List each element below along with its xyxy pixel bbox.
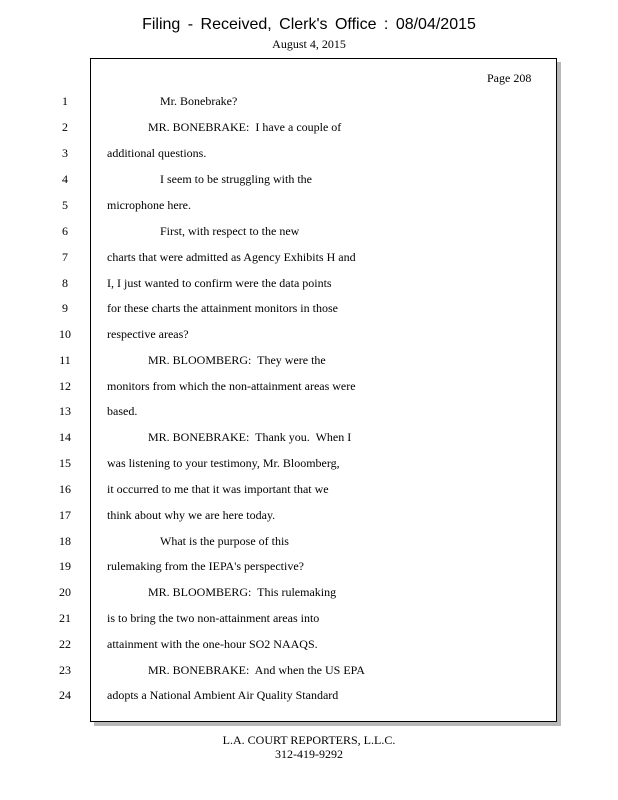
transcript-line: [0, 456, 618, 476]
reporter-phone: 312-419-9292: [275, 747, 343, 761]
transcript-line: [0, 482, 618, 502]
line-number: 14: [59, 430, 71, 444]
line-text: additional questions.: [107, 146, 207, 160]
line-number: 7: [62, 250, 68, 264]
line-text: What is the purpose of this: [160, 534, 289, 548]
transcript-line: [0, 250, 618, 270]
line-number: 22: [59, 637, 71, 651]
transcript-line: [0, 224, 618, 244]
line-number: 9: [62, 301, 68, 315]
line-text: monitors from which the non-attainment areas were: [107, 379, 356, 393]
transcript-line: [0, 146, 618, 166]
transcript-line: [0, 585, 618, 605]
line-number: 21: [59, 611, 71, 625]
transcript-line: [0, 301, 618, 321]
transcript-line: [0, 611, 618, 631]
line-text: think about why we are here today.: [107, 508, 276, 522]
line-text: Mr. Bonebrake?: [160, 94, 238, 108]
line-text: adopts a National Ambient Air Quality Standard: [107, 688, 339, 702]
line-number: 5: [62, 198, 68, 212]
line-text: MR. BONEBRAKE: I have a couple of: [148, 120, 342, 134]
line-number: 15: [59, 456, 71, 470]
line-number: 1: [62, 94, 68, 108]
line-number: 2: [62, 120, 68, 134]
line-text: respective areas?: [107, 327, 189, 341]
transcript-line: [0, 327, 618, 347]
line-text: it occurred to me that it was important that we: [107, 482, 329, 496]
line-text: MR. BONEBRAKE: And when the US EPA: [148, 663, 365, 677]
reporter-company: L.A. COURT REPORTERS, L.L.C.: [222, 733, 396, 747]
line-text: microphone here.: [107, 198, 191, 212]
line-number: 4: [62, 172, 68, 186]
transcript-line: [0, 379, 618, 399]
transcript-line: [0, 430, 618, 450]
line-number: 12: [59, 379, 71, 393]
line-text: MR. BLOOMBERG: They were the: [148, 353, 326, 367]
transcript-line: [0, 663, 618, 683]
line-number: 24: [59, 688, 71, 702]
transcript-line: [0, 276, 618, 296]
line-number: 17: [59, 508, 71, 522]
transcript-line: [0, 688, 618, 708]
line-text: MR. BONEBRAKE: Thank you. When I: [148, 430, 352, 444]
page-number: Page 208: [487, 71, 532, 85]
line-number: 13: [59, 404, 71, 418]
line-number: 10: [59, 327, 71, 341]
line-number: 3: [62, 146, 68, 160]
line-text: charts that were admitted as Agency Exhibits H and: [107, 250, 356, 264]
transcript-line: [0, 198, 618, 218]
line-number: 8: [62, 276, 68, 290]
line-number: 6: [62, 224, 68, 238]
line-text: I, I just wanted to confirm were the data points: [107, 276, 332, 290]
line-text: was listening to your testimony, Mr. Bloomberg,: [107, 456, 340, 470]
line-number: 11: [59, 353, 71, 367]
line-text: First, with respect to the new: [160, 224, 300, 238]
transcript-line: [0, 172, 618, 192]
transcript-line: [0, 559, 618, 579]
line-number: 16: [59, 482, 71, 496]
transcript-line: [0, 534, 618, 554]
line-text: I seem to be struggling with the: [160, 172, 312, 186]
line-text: for these charts the attainment monitors in those: [107, 301, 338, 315]
line-text: rulemaking from the IEPA's perspective?: [107, 559, 304, 573]
header-date: August 4, 2015: [272, 37, 346, 51]
transcript-line: [0, 637, 618, 657]
transcript-line: [0, 508, 618, 528]
transcript-line: [0, 94, 618, 114]
line-text: attainment with the one-hour SO2 NAAQS.: [107, 637, 318, 651]
line-number: 23: [59, 663, 71, 677]
transcript-line: [0, 404, 618, 424]
transcript-line: [0, 120, 618, 140]
line-number: 18: [59, 534, 71, 548]
line-text: MR. BLOOMBERG: This rulemaking: [148, 585, 337, 599]
transcript-line: [0, 353, 618, 373]
line-number: 19: [59, 559, 71, 573]
line-text: based.: [107, 404, 138, 418]
line-text: is to bring the two non-attainment areas into: [107, 611, 320, 625]
filing-stamp: Filing - Received, Clerk's Office : 08/04/2015: [142, 16, 476, 33]
line-number: 20: [59, 585, 71, 599]
